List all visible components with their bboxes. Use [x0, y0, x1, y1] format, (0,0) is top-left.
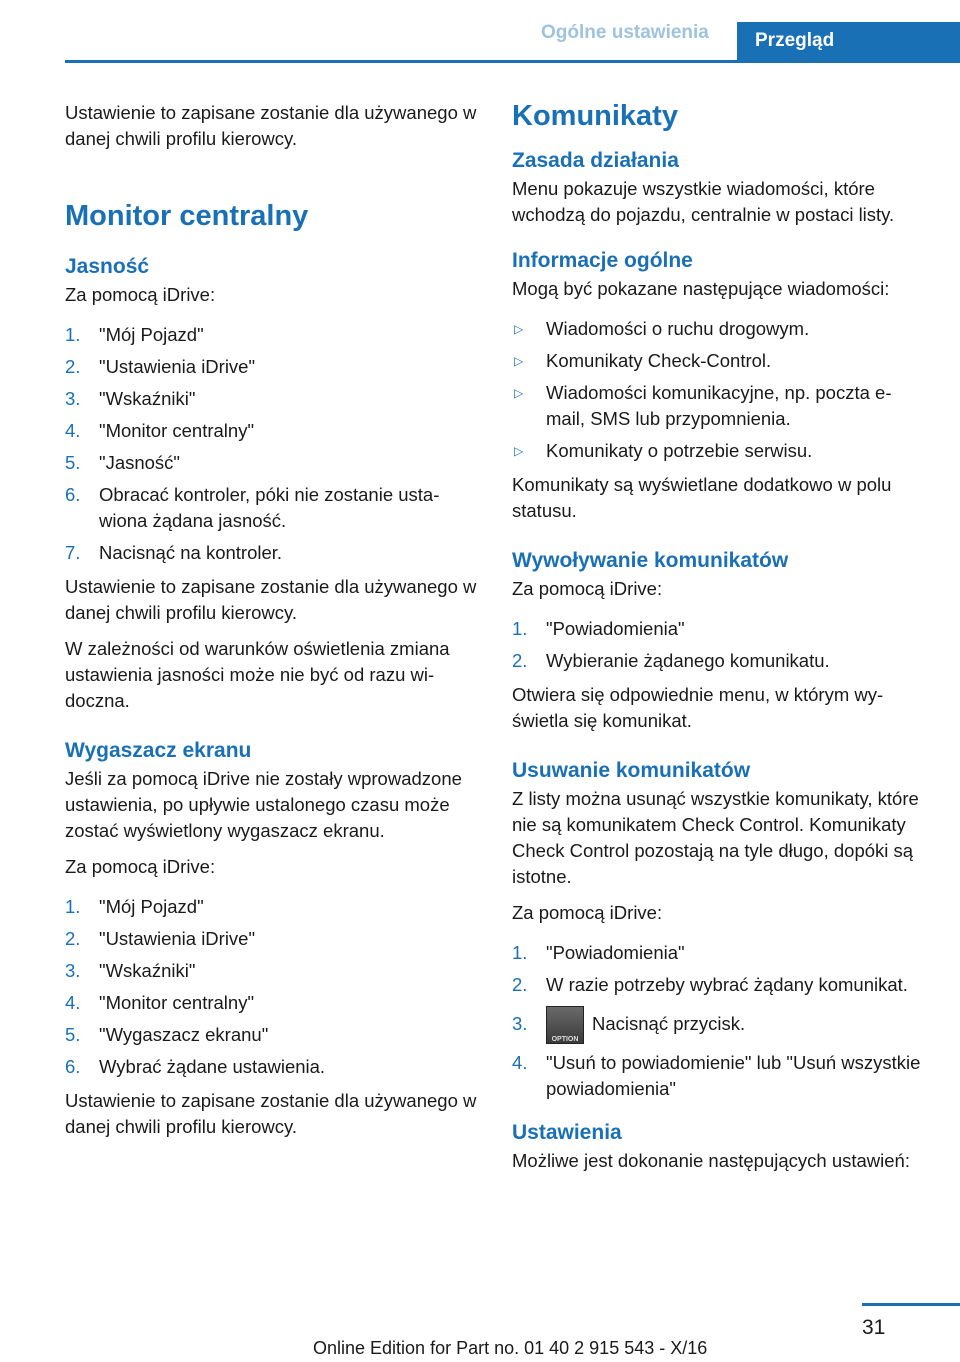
list-item: 4. "Usuń to powiadomienie" lub "Usuń wszystkie powiadomienia" — [512, 1052, 921, 1100]
principle-heading: Zasada działania — [512, 149, 679, 172]
deleting-lead: Za pomocą iDrive: — [512, 902, 663, 923]
brightness-note-2: W zależności od warunków oświetlenia zmiana ustawienia jasności może nie być od razu widoczna. — [65, 638, 450, 711]
screensaver-text: Jeśli za pomocą iDrive nie zostały wprowadzone ustawienia, po upływie ustalonego czasu może zostać wyświetlony wygaszacz ekranu. — [65, 768, 462, 841]
list-item: 2. Wybieranie żądanego komunikatu. — [512, 650, 830, 671]
list-item: 1. "Mój Pojazd" — [65, 324, 204, 345]
bullet-triangle-icon: ▷ — [514, 386, 524, 400]
list-item: ▷ Wiadomości o ruchu drogowym. — [512, 316, 924, 342]
general-heading: Informacje ogólne — [512, 249, 693, 272]
tab-overview[interactable]: Przegląd — [737, 22, 960, 60]
list-item: 4. "Monitor centralny" — [65, 420, 255, 441]
list-item: 5. "Jasność" — [65, 452, 181, 473]
bullet-triangle-icon: ▷ — [514, 444, 524, 458]
list-item: 2. "Ustawienia iDrive" — [65, 928, 256, 949]
screensaver-steps — [65, 894, 477, 1080]
list-item: 3. "Wskaźniki" — [65, 960, 196, 981]
list-item: 3. OPTION Nacisnąć przycisk. — [512, 1004, 924, 1044]
left-column — [65, 100, 477, 1150]
header-rule — [65, 60, 960, 63]
settings-text: Możliwe jest dokonanie następujących ustawień: — [512, 1150, 910, 1172]
calling-steps — [512, 616, 924, 674]
footer-rule — [862, 1303, 960, 1306]
list-item: 7. Nacisnąć na kontroler. — [65, 542, 283, 563]
list-item: 1. "Powiadomienia" — [512, 942, 685, 963]
list-item: ▷ Wiadomości komunikacyjne, np. poczta e-mail, SMS lub przypomnienia. — [514, 382, 892, 429]
list-item: ▷ Komunikaty Check-Control. — [512, 348, 924, 374]
brightness-steps — [65, 322, 477, 566]
monitor-title: Monitor centralny — [65, 200, 309, 232]
list-item: 3. "Wskaźniki" — [65, 388, 196, 409]
general-lead: Mogą być pokazane następujące wiadomości: — [512, 278, 890, 299]
calling-after: Otwiera się odpowiednie menu, w którym wyświetla się komunikat. — [512, 684, 884, 731]
deleting-heading: Usuwanie komunikatów — [512, 759, 751, 782]
edition-note: Online Edition for Part no. 01 40 2 915 543 - X/16 — [313, 1338, 708, 1358]
list-item: 2. W razie potrzeby wybrać żądany komunikat. — [512, 974, 908, 995]
general-list — [512, 316, 924, 464]
brightness-heading: Jasność — [65, 255, 150, 278]
list-item: 4. "Monitor centralny" — [65, 992, 255, 1013]
list-item: ▷ Komunikaty o potrzebie serwisu. — [512, 438, 924, 464]
intro-paragraph: Ustawienie to zapisane zostanie dla używanego w danej chwili profilu kierowcy. — [65, 102, 477, 149]
screensaver-lead: Za pomocą iDrive: — [65, 856, 216, 877]
bullet-triangle-icon: ▷ — [514, 322, 524, 336]
screensaver-heading: Wygaszacz ekranu — [65, 739, 252, 762]
list-item: 6. Wybrać żądane ustawienia. — [65, 1056, 326, 1077]
general-after: Komunikaty są wyświetlane dodatkowo w polu statusu. — [512, 474, 892, 521]
messages-title: Komunikaty — [512, 100, 678, 132]
right-column — [512, 98, 924, 1184]
principle-text: Menu pokazuje wszystkie wiadomości, które wchodzą do pojazdu, centralnie w postaci listy. — [512, 178, 895, 225]
settings-heading: Ustawienia — [512, 1121, 622, 1145]
deleting-steps — [512, 940, 924, 1102]
list-item: 6. Obracać kontroler, póki nie zostanie ustawiona żądana jasność. — [65, 484, 440, 531]
page-number: 31 — [862, 1316, 886, 1339]
screensaver-note: Ustawienie to zapisane zostanie dla używanego w danej chwili profilu kierowcy. — [65, 1090, 477, 1137]
brightness-note-1: Ustawienie to zapisane zostanie dla używanego w danej chwili profilu kierowcy. — [65, 576, 477, 623]
list-item: 2. "Ustawienia iDrive" — [65, 356, 256, 377]
brightness-lead: Za pomocą iDrive: — [65, 284, 216, 305]
list-item: 1. "Mój Pojazd" — [65, 896, 204, 917]
bullet-triangle-icon: ▷ — [514, 354, 524, 368]
list-item: 5. "Wygaszacz ekranu" — [65, 1024, 269, 1045]
calling-heading: Wywoływanie komunikatów — [512, 549, 789, 572]
section-title: Ogólne ustawienia — [541, 22, 709, 43]
deleting-text: Z listy można usunąć wszystkie komunikaty, które nie są komunikatem Check Control. Komunikaty Check Control pozostają na tyle długo, dopóki są istotne. — [512, 788, 919, 887]
option-button-icon: OPTION — [546, 1006, 584, 1044]
calling-lead: Za pomocą iDrive: — [512, 578, 663, 599]
list-item: 1. "Powiadomienia" — [512, 618, 685, 639]
